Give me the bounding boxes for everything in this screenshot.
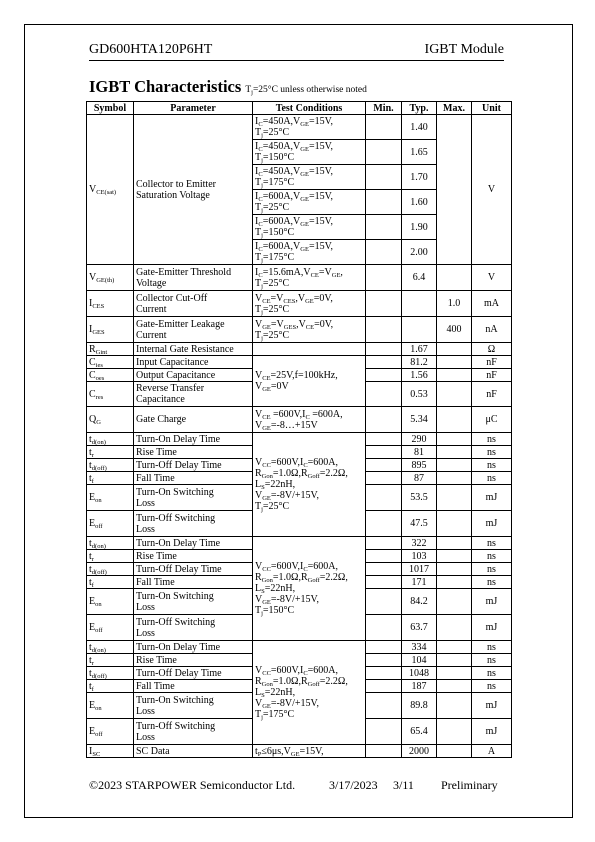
unit-cell: ns <box>472 472 512 485</box>
symbol-eoff: $E_{off}$ <box>87 719 134 745</box>
param-tr: Rise Time <box>134 550 253 563</box>
unit-cell: nF <box>472 382 512 407</box>
param-cres: Reverse Transfer Capacitance <box>134 382 253 407</box>
table-row <box>87 343 512 356</box>
unit-cell: Ω <box>472 343 512 356</box>
typ-value: 104 <box>402 654 437 667</box>
symbol-eon: $E_{on}$ <box>87 589 134 615</box>
unit-cell: μC <box>472 407 512 433</box>
symbol-tr: $t_r$ <box>87 446 134 459</box>
col-parameter: Parameter <box>134 102 253 115</box>
typ-value: 84.2 <box>402 589 437 615</box>
param-iges: Gate-Emitter Leakage Current <box>134 317 253 343</box>
unit-cell: V <box>472 115 512 265</box>
max-value: 400 <box>437 317 472 343</box>
footer-status: Preliminary <box>441 778 498 792</box>
cond-switching: $V_{CC}=600V,I_C=600A$, $R_{Gon}=1.0\Omega,R_{Goff}=2.2\Omega$, $L_S=22nH$, $V_{GE}=-8V/+15V$, $T_j=150^\circ C$ <box>253 537 366 641</box>
cond-cell: $I_C=600A,V_{GE}=15V$, $T_j=175^\circ C$ <box>253 240 366 265</box>
part-number: GD600HTA120P6HT <box>89 42 213 57</box>
param-ices: Collector Cut-Off Current <box>134 291 253 317</box>
cond-cell: $I_C=450A,V_{GE}=15V$, $T_j=150^\circ C$ <box>253 140 366 165</box>
typ-value: 103 <box>402 550 437 563</box>
symbol-vgeth: $V_{GE(th)}$ <box>87 265 134 291</box>
unit-cell: ns <box>472 667 512 680</box>
cond-cell: $I_C=600A,V_{GE}=15V$, $T_j=150^\circ C$ <box>253 215 366 240</box>
table-row <box>87 745 512 758</box>
symbol-tr: $t_r$ <box>87 654 134 667</box>
unit-cell: mJ <box>472 719 512 745</box>
typ-value: 47.5 <box>402 511 437 537</box>
symbol-isc: $I_{SC}$ <box>87 745 134 758</box>
cond-cell: $t_P\le 6\mu s,V_{GE}=15V$, <box>253 745 366 758</box>
typ-value: 334 <box>402 641 437 654</box>
section-heading <box>89 77 367 97</box>
typ-value: 6.4 <box>402 265 437 291</box>
param-eoff: Turn-Off Switching Loss <box>134 615 253 641</box>
unit-cell: mJ <box>472 485 512 511</box>
param-tf: Fall Time <box>134 472 253 485</box>
unit-cell: ns <box>472 433 512 446</box>
typ-value: 87 <box>402 472 437 485</box>
cond-switching: $V_{CC}=600V,I_C=600A$, $R_{Gon}=1.0\Omega,R_{Goff}=2.2\Omega$, $L_S=22nH$, $V_{GE}=-8V/+15V$, $T_j=175^\circ C$ <box>253 641 366 745</box>
table-row <box>87 356 512 369</box>
footer-date: 3/17/2023 <box>329 778 378 792</box>
col-min: Min. <box>366 102 402 115</box>
table-row <box>87 641 512 654</box>
symbol-iges: $I_{GES}$ <box>87 317 134 343</box>
param-coes: Output Capacitance <box>134 369 253 382</box>
param-qg: Gate Charge <box>134 407 253 433</box>
typ-value: 2000 <box>402 745 437 758</box>
param-tf: Fall Time <box>134 576 253 589</box>
param-tdoff: Turn-Off Delay Time <box>134 563 253 576</box>
symbol-tdon: $t_{d(on)}$ <box>87 433 134 446</box>
footer-page-number: 3/11 <box>393 778 414 792</box>
typ-value: 89.8 <box>402 693 437 719</box>
param-eoff: Turn-Off Switching Loss <box>134 719 253 745</box>
param-tr: Rise Time <box>134 654 253 667</box>
param-vcesat: Collector to Emitter Saturation Voltage <box>134 115 253 265</box>
table-row <box>87 291 512 317</box>
symbol-tdoff: $t_{d(off)}$ <box>87 563 134 576</box>
typ-value: 322 <box>402 537 437 550</box>
typ-value: 171 <box>402 576 437 589</box>
unit-cell: mJ <box>472 511 512 537</box>
col-symbol: Symbol <box>87 102 134 115</box>
symbol-tdoff: $t_{d(off)}$ <box>87 459 134 472</box>
cond-cell: $V_{GE}=V_{GES},V_{CE}=0V$, $T_j=25^\circ C$ <box>253 317 366 343</box>
symbol-tf: $t_f$ <box>87 472 134 485</box>
col-test-conditions: Test Conditions <box>253 102 366 115</box>
symbol-tf: $t_f$ <box>87 680 134 693</box>
typ-value: 63.7 <box>402 615 437 641</box>
typ-value: 65.4 <box>402 719 437 745</box>
table-row <box>87 265 512 291</box>
cond-cell: $I_C=15.6mA,V_{CE}=V_{GE}$, $T_j=25^\circ C$ <box>253 265 366 291</box>
symbol-cres: $C_{res}$ <box>87 382 134 407</box>
typ-value: 1.56 <box>402 369 437 382</box>
unit-cell: ns <box>472 576 512 589</box>
param-vgeth: Gate-Emitter Threshold Voltage <box>134 265 253 291</box>
symbol-rgint: $R_{Gint}$ <box>87 343 134 356</box>
cond-cell: $V_{CE}=V_{CES},V_{GE}=0V$, $T_j=25^\circ C$ <box>253 291 366 317</box>
param-tdon: Turn-On Delay Time <box>134 641 253 654</box>
typ-value: 290 <box>402 433 437 446</box>
unit-cell: ns <box>472 459 512 472</box>
unit-cell: mJ <box>472 693 512 719</box>
unit-cell: mA <box>472 291 512 317</box>
typ-value: 1017 <box>402 563 437 576</box>
symbol-tr: $t_r$ <box>87 550 134 563</box>
typ-value: 1.70 <box>402 165 437 190</box>
cond-capacitance: $V_{CE}=25V,f=100kHz$, $V_{GE}=0V$ <box>253 356 366 407</box>
symbol-eon: $E_{on}$ <box>87 485 134 511</box>
param-isc: SC Data <box>134 745 253 758</box>
unit-cell: ns <box>472 446 512 459</box>
unit-cell: ns <box>472 641 512 654</box>
igbt-characteristics-table <box>86 101 512 758</box>
param-tf: Fall Time <box>134 680 253 693</box>
col-max: Max. <box>437 102 472 115</box>
param-tdoff: Turn-Off Delay Time <box>134 459 253 472</box>
table-row <box>87 317 512 343</box>
typ-value: 0.53 <box>402 382 437 407</box>
unit-cell: V <box>472 265 512 291</box>
symbol-cies: $C_{ies}$ <box>87 356 134 369</box>
table-row <box>87 115 512 140</box>
unit-cell: A <box>472 745 512 758</box>
unit-cell: mJ <box>472 589 512 615</box>
symbol-ices: $I_{CES}$ <box>87 291 134 317</box>
typ-value: 1048 <box>402 667 437 680</box>
unit-cell: ns <box>472 563 512 576</box>
symbol-qg: $Q_G$ <box>87 407 134 433</box>
unit-cell: ns <box>472 537 512 550</box>
document-type: IGBT Module <box>424 42 504 57</box>
typ-value: 2.00 <box>402 240 437 265</box>
max-value: 1.0 <box>437 291 472 317</box>
typ-value: 81 <box>402 446 437 459</box>
param-tdon: Turn-On Delay Time <box>134 433 253 446</box>
param-cies: Input Capacitance <box>134 356 253 369</box>
param-eon: Turn-On Switching Loss <box>134 693 253 719</box>
typ-value: 895 <box>402 459 437 472</box>
unit-cell: nA <box>472 317 512 343</box>
param-rgint: Internal Gate Resistance <box>134 343 253 356</box>
unit-cell: ns <box>472 680 512 693</box>
symbol-tdon: $t_{d(on)}$ <box>87 537 134 550</box>
col-unit: Unit <box>472 102 512 115</box>
typ-value: 1.60 <box>402 190 437 215</box>
param-eoff: Turn-Off Switching Loss <box>134 511 253 537</box>
param-eon: Turn-On Switching Loss <box>134 589 253 615</box>
typ-value: 5.34 <box>402 407 437 433</box>
unit-cell: ns <box>472 550 512 563</box>
symbol-eon: $E_{on}$ <box>87 693 134 719</box>
col-typ: Typ. <box>402 102 437 115</box>
table-row <box>87 537 512 550</box>
typ-value: 1.90 <box>402 215 437 240</box>
typ-value: 187 <box>402 680 437 693</box>
cond-cell: $I_C=450A,V_{GE}=15V$, $T_j=175^\circ C$ <box>253 165 366 190</box>
table-row <box>87 407 512 433</box>
typ-value: 1.65 <box>402 140 437 165</box>
cond-switching: $V_{CC}=600V,I_C=600A$, $R_{Gon}=1.0\Omega,R_{Goff}=2.2\Omega$, $L_S=22nH$, $V_{GE}=-8V/+15V$, $T_j=25^\circ C$ <box>253 433 366 537</box>
param-eon: Turn-On Switching Loss <box>134 485 253 511</box>
cond-cell: $I_C=600A,V_{GE}=15V$, $T_j=25^\circ C$ <box>253 190 366 215</box>
symbol-tdon: $t_{d(on)}$ <box>87 641 134 654</box>
section-title: IGBT Characteristics <box>89 77 242 96</box>
symbol-eoff: $E_{off}$ <box>87 511 134 537</box>
symbol-eoff: $E_{off}$ <box>87 615 134 641</box>
table-row <box>87 433 512 446</box>
symbol-tf: $t_f$ <box>87 576 134 589</box>
cond-cell: $I_C=450A,V_{GE}=15V$, $T_j=25^\circ C$ <box>253 115 366 140</box>
param-tr: Rise Time <box>134 446 253 459</box>
param-tdoff: Turn-Off Delay Time <box>134 667 253 680</box>
table-header-row <box>87 102 512 115</box>
typ-value: 1.40 <box>402 115 437 140</box>
footer-copyright: ©2023 STARPOWER Semiconductor Ltd. <box>89 778 296 792</box>
typ-value: 81.2 <box>402 356 437 369</box>
page-header <box>89 42 504 61</box>
symbol-vcesat: $V_{CE(sat)}$ <box>87 115 134 265</box>
cond-cell: $V_{CE} =600V,I_C =600A$, $V_{GE}=-8\dots+15V$ <box>253 407 366 433</box>
typ-value: 1.67 <box>402 343 437 356</box>
unit-cell: mJ <box>472 615 512 641</box>
param-tdon: Turn-On Delay Time <box>134 537 253 550</box>
symbol-coes: $C_{oes}$ <box>87 369 134 382</box>
unit-cell: nF <box>472 356 512 369</box>
typ-value: 53.5 <box>402 485 437 511</box>
unit-cell: nF <box>472 369 512 382</box>
symbol-tdoff: $t_{d(off)}$ <box>87 667 134 680</box>
unit-cell: ns <box>472 654 512 667</box>
section-condition: $T_j=25^\circ C$ unless otherwise noted <box>245 85 367 96</box>
